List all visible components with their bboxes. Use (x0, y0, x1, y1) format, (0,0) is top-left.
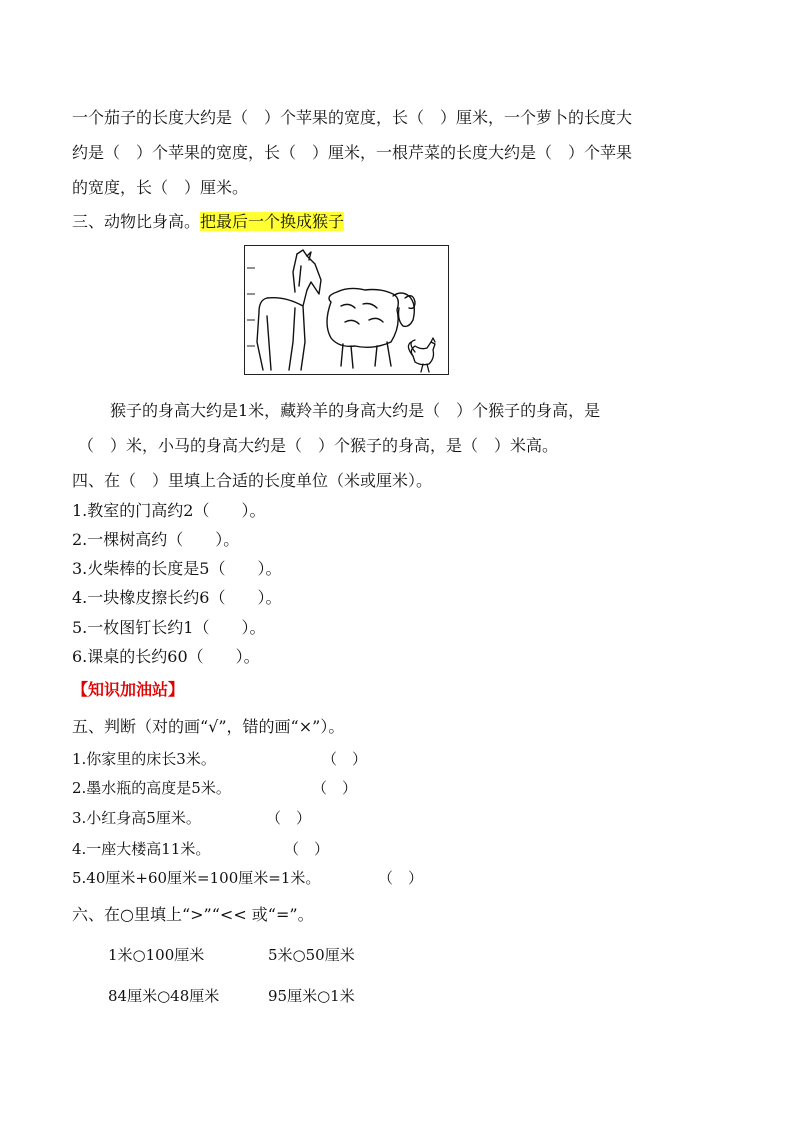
animal-figure-svg (245, 246, 448, 374)
sec4-item-3: 3.火柴棒的长度是5（ ）。 (72, 559, 282, 578)
height-scale (247, 268, 255, 346)
sec3-heading-line (72, 211, 344, 233)
sec2-line-1: 一个茄子的长度大约是（ ）个苹果的宽度，长（ ）厘米，一个萝卜的长度大 (72, 108, 633, 127)
sec3-highlight-note: 把最后一个换成猴子 (200, 212, 345, 231)
sec5-item-1-blank: （ ） (322, 750, 368, 768)
sec4-item-5: 5.一枚图钉长约1（ ）。 (72, 618, 266, 637)
sec6-row1-a: 1米○100厘米 (108, 946, 205, 964)
sec6-row1-b: 5米○50厘米 (268, 946, 355, 964)
sec5-heading: 五、判断（对的画“√”，错的画“×”）。 (72, 717, 345, 736)
sec6-heading: 六、在○里填上“>”“<< 或“=”。 (72, 905, 314, 924)
sec4-item-6: 6.课桌的长约60（ ）。 (72, 647, 260, 666)
sec4-item-1: 1.教室的门高约2（ ）。 (72, 501, 266, 520)
sec5-item-2-text: 2.墨水瓶的高度是5米。 (72, 779, 231, 797)
sec4-item-2: 2.一棵树高约（ ）。 (72, 530, 240, 549)
sec5-item-2-blank: （ ） (312, 779, 358, 797)
sec4-heading: 四、在（ ）里填上合适的长度单位（米或厘米）。 (72, 471, 433, 490)
sheep-icon (327, 288, 415, 368)
horse-icon (257, 250, 321, 370)
sec3-line-2: （ ）米，小马的身高大约是（ ）个猴子的身高，是（ ）米高。 (78, 436, 559, 455)
animal-height-figure (244, 245, 449, 375)
sec3-heading: 三、动物比身高。 (72, 212, 201, 231)
sec5-item-3-blank: （ ） (266, 809, 312, 827)
sec5-item-1 (72, 748, 368, 770)
sec5-item-1-text: 1.你家里的床长3米。 (72, 750, 216, 768)
sec4-item-4: 4.一块橡皮擦长约6（ ）。 (72, 588, 282, 607)
sec5-item-2 (72, 777, 358, 799)
sec6-row2-b: 95厘米○1米 (268, 987, 355, 1005)
sec5-item-3 (72, 807, 312, 829)
knowledge-title: 【知识加油站】 (72, 680, 185, 699)
sec2-line-2: 约是（ ）个苹果的宽度，长（ ）厘米，一根芹菜的长度大约是（ ）个苹果 (72, 143, 633, 162)
sec5-item-4-blank: （ ） (284, 840, 330, 858)
sec3-line-1: 猴子的身高大约是1米，藏羚羊的身高大约是（ ）个猴子的身高，是 (110, 401, 601, 420)
sec5-item-3-text: 3.小红身高5厘米。 (72, 809, 201, 827)
sec5-item-5-blank: （ ） (378, 869, 424, 887)
sec5-item-5-text: 5.40厘米+60厘米=100厘米=1米。 (72, 869, 321, 887)
sec2-line-3: 的宽度，长（ ）厘米。 (72, 178, 249, 197)
sec6-row2-a: 84厘米○48厘米 (108, 987, 220, 1005)
sec5-item-4-text: 4.一座大楼高11米。 (72, 840, 211, 858)
sec5-item-5 (72, 867, 424, 889)
rooster-icon (408, 338, 435, 372)
sec5-item-4 (72, 838, 330, 860)
